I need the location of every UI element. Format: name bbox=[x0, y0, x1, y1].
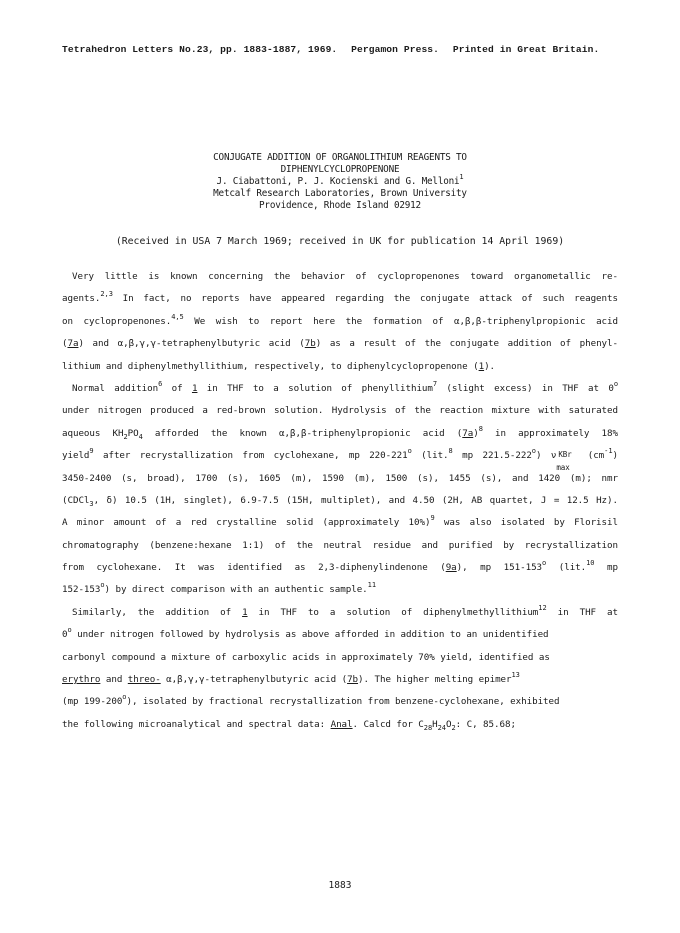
text-line: chromatography (benzene:hexane 1:1) of the neutral residue and purified by recrystallization bbox=[62, 539, 618, 551]
paragraph-3 bbox=[62, 602, 618, 736]
text-line: from cyclohexane. It was identified as 2,3-diphenylindenone (9a), mp 151-153$^o$ (lit.$^{10}$ mp bbox=[62, 559, 618, 574]
text-line: erythro and threo- α,β,γ,γ-tetraphenylbutyric acid (7b). The higher melting epimer$^{13}$ bbox=[62, 671, 520, 686]
ir-subscript: KBr max bbox=[556, 449, 572, 472]
paragraph-1 bbox=[62, 266, 618, 378]
text-line: 152-153$^o$) by direct comparison with an authentic sample.$^{11}$ bbox=[62, 581, 376, 596]
printed-note: Printed in Great Britain. bbox=[452, 44, 600, 55]
text-line: under nitrogen produced a red-brown solution. Hydrolysis of the reaction mixture with saturated bbox=[62, 405, 618, 417]
paragraph-2 bbox=[62, 378, 618, 602]
text-line: (7a) and α,β,γ,γ-tetraphenylbutyric acid (7b) as a result of the conjugate addition of phenyl- bbox=[62, 338, 618, 350]
text-line: A minor amount of a red crystalline solid (approximately 10%)$^9$ was also isolated by Florisil bbox=[62, 514, 618, 529]
article-title-line-2: DIPHENYLCYCLOPROPENONE bbox=[280, 164, 400, 175]
text-line: the following microanalytical and spectral data: Anal. Calcd for $C_{28}H_{24}O_2$: C, 85.68; bbox=[62, 718, 516, 732]
text-line: 0$^o$ under nitrogen followed by hydrolysis as above afforded in addition to an unidentified bbox=[62, 626, 549, 641]
text-line: (mp 199-200$^o$), isolated by fractional recrystallization from benzene-cyclohexane, exhibited bbox=[62, 693, 560, 708]
text-line: yield$^9$ after recrystallization from cyclohexane, mp 220-221$^o$ (lit.$^8$ mp 221.5-222$^o$) ν KBr max $(cm^{-1})$ bbox=[62, 447, 618, 472]
text-line: 3450-2400 (s, broad), 1700 (s), 1605 (m), 1590 (m), 1500 (s), 1455 (s), and 1420 (m); nmr bbox=[62, 472, 618, 484]
received-dates: (Received in USA 7 March 1969; received in UK for publication 14 April 1969) bbox=[115, 236, 565, 247]
text-line: Normal addition$^6$ of 1 in THF to a solution of phenyllithium$^7$ (slight excess) in THF at 0$^o$ bbox=[72, 379, 618, 394]
authors: J. Ciabattoni, P. J. Kocienski and G. Melloni$^1$ bbox=[216, 173, 464, 187]
journal-citation: Tetrahedron Letters No.23, pp. 1883-1887, 1969. bbox=[62, 44, 338, 55]
text-line: lithium and diphenylmethyllithium, respectively, to diphenylcyclopropenone (1). bbox=[62, 360, 496, 372]
text-line: Similarly, the addition of 1 in THF to a solution of diphenylmethyllithium$^{12}$ in THF at bbox=[72, 603, 618, 618]
affiliation-address: Providence, Rhode Island 02912 bbox=[259, 200, 421, 211]
text-line: carbonyl compound a mixture of carboxylic acids in approximately 70% yield, identified as bbox=[62, 651, 550, 663]
publisher: Pergamon Press. bbox=[351, 44, 440, 55]
text-line: (CDCl$_3$, δ) 10.5 (1H, singlet), 6.9-7.5 (15H, multiplet), and 4.50 (2H, AB quartet, J = 12.5 Hz). bbox=[62, 494, 618, 508]
article-title-line-1: CONJUGATE ADDITION OF ORGANOLITHIUM REAGENTS TO bbox=[213, 152, 467, 163]
text-line: aqueous $KH_2PO_4$ afforded the known α,β,β-triphenylpropionic acid $(7a)^8$ in approximately 18% bbox=[62, 424, 618, 441]
text-line: on cyclopropenones.$^{4,5}$ We wish to report here the formation of α,β,β-triphenylpropionic acid bbox=[62, 312, 618, 327]
text-line: agents.$^{2,3}$ In fact, no reports have appeared regarding the conjugate attack of such reagents bbox=[62, 290, 618, 305]
affiliation: Metcalf Research Laboratories, Brown University bbox=[213, 188, 467, 199]
article-title-block bbox=[0, 152, 680, 212]
journal-header bbox=[62, 44, 622, 55]
text-line: Very little is known concerning the behavior of cyclopropenones toward organometallic re- bbox=[72, 271, 618, 282]
article-body bbox=[62, 266, 618, 736]
page-number: 1883 bbox=[328, 880, 352, 891]
author-ref: 1 bbox=[459, 173, 464, 181]
